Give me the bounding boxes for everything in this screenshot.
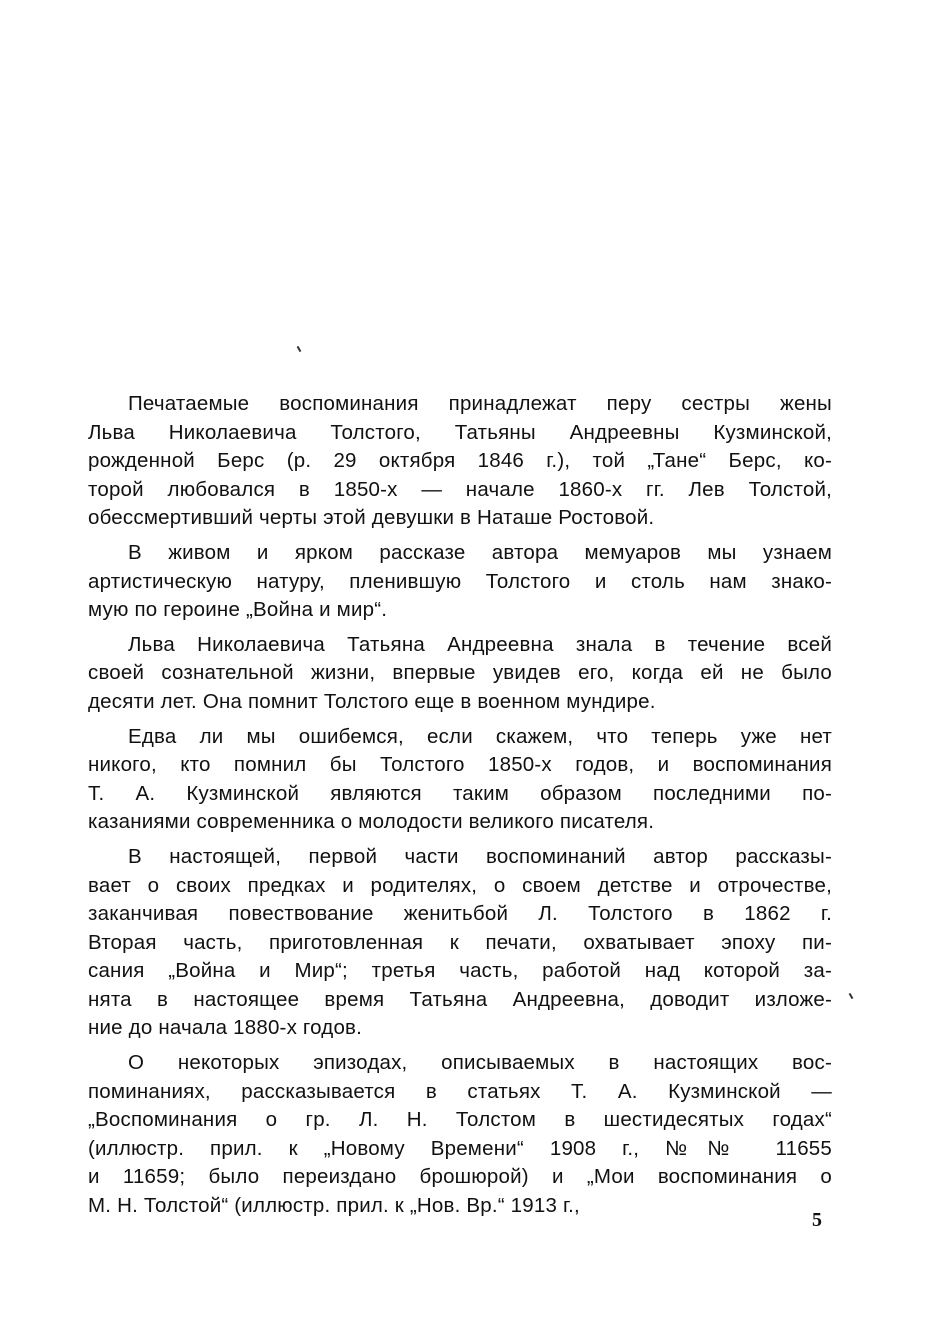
text-line: мую по героине „Война и мир“.: [88, 598, 388, 622]
text-line: Печатаемые воспоминания принадлежат перу сестры жены: [128, 392, 832, 415]
text-line: заканчивая повествование женитьбой Л. Толстого в 1862 г.: [88, 902, 832, 926]
text-line: Льва Николаевича Татьяна Андреевна знала в течение всей: [128, 632, 832, 656]
text-line: В настоящей, первой части воспоминаний автор рассказы-: [128, 844, 832, 868]
text-line: и 11659; было переиздано брошюрой) и „Мои воспоминания о: [88, 1165, 832, 1189]
paragraph: [88, 843, 832, 1043]
scan-speck: [849, 993, 854, 999]
text-line: вает о своих предках и родителях, о своем детстве и отрочестве,: [88, 873, 832, 897]
text-line: Вторая часть, приготовленная к печати, охватывает эпоху пи-: [88, 930, 832, 954]
paragraph: [88, 723, 832, 837]
text-line: артистическую натуру, пленившую Толстого и столь нам знако-: [88, 569, 832, 593]
text-line: ние до начала 1880-х годов.: [88, 1016, 363, 1040]
text-line: сания „Война и Мир“; третья часть, работой над которой за-: [88, 959, 832, 983]
text-line: никого, кто помнил бы Толстого 1850-х годов, и воспоминания: [88, 753, 832, 777]
text-line: Т. А. Кузминской являются таким образом последними по-: [88, 781, 832, 805]
paragraph: [88, 390, 832, 533]
text-line: обессмертивший черты этой девушки в Наташе Ростовой.: [88, 506, 655, 530]
text-line: М. Н. Толстой“ (иллюстр. прил. к „Нов. Вр.“ 1913 г.,: [88, 1194, 580, 1218]
paragraph: [88, 631, 832, 717]
text-line: Льва Николаевича Толстого, Татьяны Андреевны Кузминской,: [88, 420, 832, 444]
text-line: В живом и ярком рассказе автора мемуаров мы узнаем: [128, 540, 832, 564]
text-line: нята в настоящее время Татьяна Андреевна, доводит изложе-: [88, 987, 832, 1011]
text-line: (иллюстр. прил. к „Новому Времени“ 1908 г., №№ 11655: [88, 1136, 832, 1160]
scan-speck: [297, 346, 302, 352]
text-line: поминаниях, рассказывается в статьях Т. А. Кузминской —: [88, 1079, 832, 1103]
paragraph: [88, 1049, 832, 1221]
text-line: рожденной Берс (р. 29 октября 1846 г.), той „Тане“ Берс, ко-: [88, 449, 832, 473]
text-line: десяти лет. Она помнит Толстого еще в военном мундире.: [88, 689, 656, 713]
text-line: торой любовался в 1850-х — начале 1860-х гг. Лев Толстой,: [88, 477, 832, 501]
text-line: „Воспоминания о гр. Л. Н. Толстом в шестидесятых годах“: [88, 1108, 832, 1132]
paragraph: [88, 539, 832, 625]
text-line: казаниями современника о молодости великого писателя.: [88, 810, 655, 834]
text-line: своей сознательной жизни, впервые увидев его, когда ей не было: [88, 661, 832, 685]
page-number: 5: [812, 1209, 822, 1231]
text-line: О некоторых эпизодах, описываемых в настоящих вос-: [128, 1051, 832, 1075]
text-line: Едва ли мы ошибемся, если скажем, что теперь уже нет: [128, 724, 832, 748]
document-page: [88, 390, 832, 1227]
